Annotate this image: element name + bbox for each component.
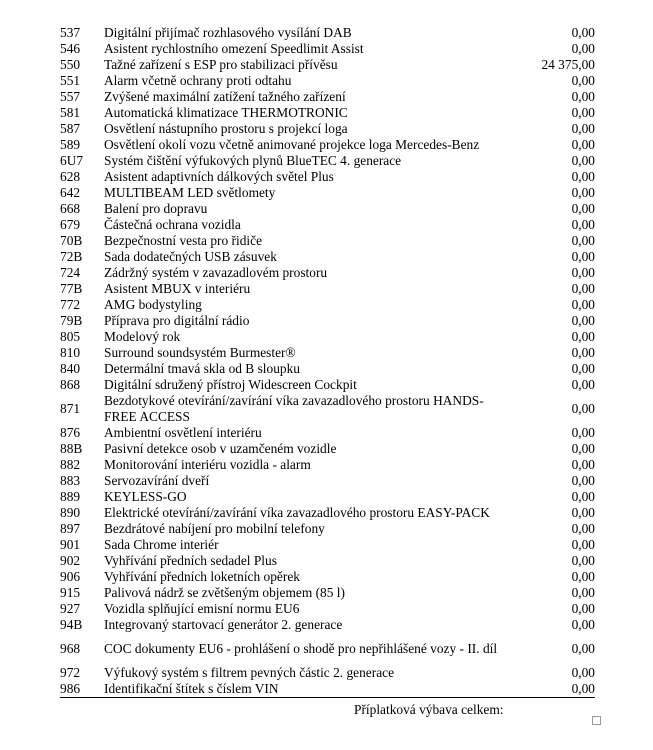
option-price: 0,00 [571,537,595,552]
option-description: COC dokumenty EU6 - prohlášení o shodě pro nepřihlášené vozy - II. díl [104,641,498,656]
option-description: Ambientní osvětlení interiéru [104,425,262,440]
option-price: 0,00 [515,681,595,698]
option-row [60,505,595,521]
option-price: 0,00 [571,201,595,216]
option-price: 0,00 [571,25,595,40]
options-table [60,25,595,698]
option-price: 0,00 [571,121,595,136]
option-row [60,601,595,617]
option-code: 581 [60,105,81,120]
option-code: 537 [60,25,81,40]
option-description: Asistent rychlostního omezení Speedlimit Assist [104,41,364,56]
option-code: 88B [60,441,83,456]
option-price: 0,00 [571,249,595,264]
option-row [60,73,595,89]
option-row [60,681,595,698]
option-row [60,89,595,105]
option-row [60,633,595,665]
option-price: 0,00 [571,617,595,632]
option-row [60,201,595,217]
option-description: Modelový rok [104,329,181,344]
option-price: 0,00 [571,217,595,232]
option-price: 0,00 [571,601,595,616]
option-description: Digitální přijímač rozhlasového vysílání DAB [104,25,352,40]
option-price: 0,00 [571,265,595,280]
option-description: Tažné zařízení s ESP pro stabilizaci přívěsu [104,57,338,72]
option-code: 589 [60,137,81,152]
option-row [60,553,595,569]
option-price: 0,00 [571,377,595,392]
checkbox-icon[interactable] [592,716,601,725]
option-row [60,377,595,393]
option-price: 0,00 [571,361,595,376]
option-row [60,265,595,281]
option-row [60,169,595,185]
option-description: Palivová nádrž se zvětšeným objemem (85 l) [104,585,345,600]
option-description: Servozavírání dveří [104,473,210,488]
option-price: 0,00 [571,489,595,504]
option-code: 587 [60,121,81,136]
option-description: Alarm včetně ochrany proti odtahu [104,73,292,88]
option-code: 986 [60,681,104,698]
option-code: 902 [60,553,81,568]
option-code: 915 [60,585,81,600]
option-price: 0,00 [571,457,595,472]
option-price: 0,00 [571,329,595,344]
option-code: 906 [60,569,81,584]
option-description: Vozidla splňující emisní normu EU6 [104,601,300,616]
option-price: 0,00 [571,185,595,200]
option-price: 0,00 [571,553,595,568]
options-table-body [60,25,595,698]
option-code: 724 [60,265,81,280]
option-description: Částečná ochrana vozidla [104,217,241,232]
option-price: 0,00 [571,425,595,440]
option-description: Zvýšené maximální zatížení tažného zařízení [104,89,346,104]
option-row [60,521,595,537]
option-price: 0,00 [571,89,595,104]
option-description: Surround soundsystém Burmester® [104,345,296,360]
option-description: Identifikační štítek s číslem VIN [104,681,515,698]
option-row [60,345,595,361]
option-code: 550 [60,57,81,72]
option-description: Příprava pro digitální rádio [104,313,250,328]
option-code: 868 [60,377,81,392]
option-description: KEYLESS-GO [104,489,187,504]
option-row [60,665,595,681]
options-total-label: Příplatková výbava celkem: [354,702,504,717]
option-description: Bezdotykové otevírání/zavírání víka zavazadlového prostoru HANDS-FREE ACCESS [104,393,484,424]
option-code: 871 [60,401,81,416]
option-code: 927 [60,601,81,616]
option-code: 668 [60,201,81,216]
option-price: 0,00 [571,73,595,88]
option-row [60,393,595,425]
option-description: Monitorování interiéru vozidla - alarm [104,457,311,472]
option-row [60,329,595,345]
option-price: 0,00 [571,505,595,520]
option-code: 551 [60,73,81,88]
option-code: 77B [60,281,83,296]
option-description: Zádržný systém v zavazadlovém prostoru [104,265,328,280]
option-row [60,185,595,201]
option-price: 0,00 [571,41,595,56]
option-price: 0,00 [571,105,595,120]
option-code: 897 [60,521,81,536]
option-description: Výfukový systém s filtrem pevných částic 2. generace [104,665,395,680]
option-description: MULTIBEAM LED světlomety [104,185,276,200]
option-description: Balení pro dopravu [104,201,208,216]
option-description: Asistent adaptivních dálkových světel Plus [104,169,334,184]
option-price: 0,00 [571,233,595,248]
option-price: 0,00 [571,585,595,600]
option-description: Digitální sdružený přístroj Widescreen Cockpit [104,377,357,392]
option-row [60,585,595,601]
option-code: 72B [60,249,83,264]
option-price: 0,00 [571,169,595,184]
option-description: Bezpečnostní vesta pro řidiče [104,233,263,248]
option-description: Vyhřívání předních sedadel Plus [104,553,277,568]
option-code: 642 [60,185,81,200]
option-row [60,617,595,633]
option-row [60,313,595,329]
option-code: 546 [60,41,81,56]
option-price: 0,00 [571,441,595,456]
option-description: Osvětlení okolí vozu včetně animované projekce loga Mercedes-Benz [104,137,480,152]
option-row [60,25,595,41]
option-row [60,153,595,169]
option-price: 24 375,00 [541,57,595,72]
option-row [60,457,595,473]
option-row [60,441,595,457]
option-code: 968 [60,641,81,656]
option-row [60,249,595,265]
option-price: 0,00 [571,297,595,312]
option-price: 0,00 [571,281,595,296]
option-code: 889 [60,489,81,504]
option-row [60,137,595,153]
option-code: 679 [60,217,81,232]
option-description: Sada Chrome interiér [104,537,219,552]
option-row [60,537,595,553]
option-row [60,105,595,121]
option-code: 772 [60,297,81,312]
option-description: Asistent MBUX v interiéru [104,281,251,296]
option-description: Sada dodatečných USB zásuvek [104,249,277,264]
option-code: 810 [60,345,81,360]
option-price: 0,00 [571,569,595,584]
option-row [60,217,595,233]
option-price: 0,00 [571,153,595,168]
option-description: Pasivní detekce osob v uzamčeném vozidle [104,441,337,456]
option-code: 876 [60,425,81,440]
option-row [60,281,595,297]
option-row [60,361,595,377]
option-code: 79B [60,313,83,328]
option-row [60,41,595,57]
option-code: 972 [60,665,81,680]
option-row [60,233,595,249]
option-row [60,569,595,585]
option-price: 0,00 [571,313,595,328]
option-row [60,473,595,489]
option-price: 0,00 [571,665,595,680]
option-price: 0,00 [571,137,595,152]
option-code: 883 [60,473,81,488]
option-code: 805 [60,329,81,344]
option-description: Vyhřívání předních loketních opěrek [104,569,300,584]
option-code: 890 [60,505,81,520]
option-code: 882 [60,457,81,472]
option-description: AMG bodystyling [104,297,202,312]
option-row [60,121,595,137]
option-description: Automatická klimatizace THERMOTRONIC [104,105,348,120]
option-price: 0,00 [571,521,595,536]
option-code: 70B [60,233,83,248]
option-code: 94B [60,617,83,632]
option-row [60,57,595,73]
option-price: 0,00 [571,345,595,360]
option-code: 557 [60,89,81,104]
option-description: Integrovaný startovací generátor 2. generace [104,617,343,632]
option-code: 6U7 [60,153,84,168]
option-code: 901 [60,537,81,552]
option-description: Bezdrátové nabíjení pro mobilní telefony [104,521,325,536]
option-price: 0,00 [571,401,595,416]
option-row [60,297,595,313]
option-price: 0,00 [571,473,595,488]
option-row [60,425,595,441]
option-description: Osvětlení nástupního prostoru s projekcí loga [104,121,348,136]
option-row [60,489,595,505]
option-description: Determální tmavá skla od B sloupku [104,361,300,376]
option-price: 0,00 [571,641,595,656]
option-description: Elektrické otevírání/zavírání víka zavazadlového prostoru EASY-PACK [104,505,490,520]
option-code: 628 [60,169,81,184]
option-description: Systém čištění výfukových plynů BlueTEC 4. generace [104,153,402,168]
option-code: 840 [60,361,81,376]
